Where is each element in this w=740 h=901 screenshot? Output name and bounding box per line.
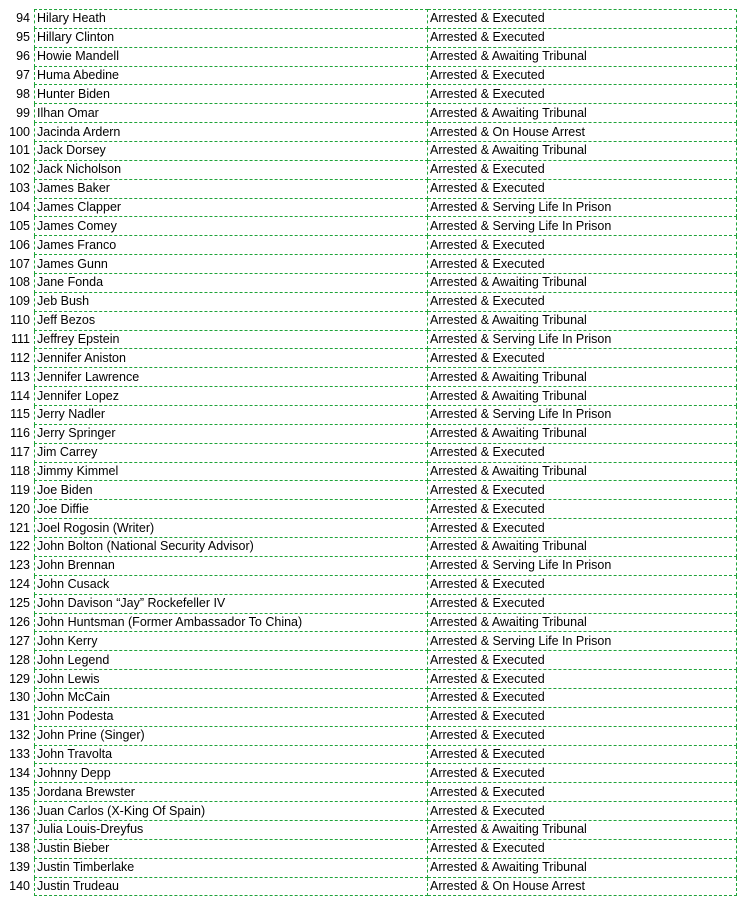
status-cell: Arrested & Awaiting Tribunal: [428, 311, 737, 330]
table-row: [0, 764, 737, 783]
status-cell: Arrested & Executed: [428, 575, 737, 594]
status-cell: Arrested & Executed: [428, 519, 737, 538]
row-number-cell: 109: [9, 294, 30, 309]
table-row: [0, 745, 737, 764]
name-cell: Jim Carrey: [35, 443, 428, 462]
row-number-cell: 125: [9, 596, 30, 611]
row-number-cell: 104: [9, 200, 30, 215]
row-number-cell: 128: [9, 652, 30, 667]
table-row: [0, 85, 737, 104]
row-number-cell: 122: [9, 539, 30, 554]
row-number-cell: 101: [9, 143, 30, 158]
status-cell: Arrested & Executed: [428, 10, 737, 29]
table-row: [0, 123, 737, 142]
status-cell: Arrested & Executed: [428, 783, 737, 802]
table-row: [0, 47, 737, 66]
table-row: [0, 820, 737, 839]
name-cell: John Legend: [35, 651, 428, 670]
table-row: [0, 292, 737, 311]
table-row: [0, 311, 737, 330]
name-cell: Jordana Brewster: [35, 783, 428, 802]
table-row: [0, 707, 737, 726]
name-cell: Jack Dorsey: [35, 142, 428, 161]
row-number-cell: 137: [9, 822, 30, 837]
status-cell: Arrested & Executed: [428, 160, 737, 179]
name-cell: Jack Nicholson: [35, 160, 428, 179]
table-row: [0, 104, 737, 123]
table-row: [0, 858, 737, 877]
table-row: [0, 783, 737, 802]
row-number-cell: 107: [9, 256, 30, 271]
name-cell: Jimmy Kimmel: [35, 462, 428, 481]
row-number-cell: 108: [9, 275, 30, 290]
name-cell: Joel Rogosin (Writer): [35, 519, 428, 538]
row-number-cell: 135: [9, 784, 30, 799]
table-row: [0, 255, 737, 274]
row-number-cell: 136: [9, 803, 30, 818]
status-cell: Arrested & Executed: [428, 292, 737, 311]
name-cell: Hunter Biden: [35, 85, 428, 104]
table-row: [0, 670, 737, 689]
table-row: [0, 406, 737, 425]
row-number-cell: 98: [16, 86, 30, 101]
table-row: [0, 274, 737, 293]
status-cell: Arrested & Awaiting Tribunal: [428, 104, 737, 123]
status-cell: Arrested & Awaiting Tribunal: [428, 820, 737, 839]
table-row: [0, 538, 737, 557]
status-cell: Arrested & Executed: [428, 802, 737, 821]
row-number-cell: 106: [9, 237, 30, 252]
status-cell: Arrested & Serving Life In Prison: [428, 330, 737, 349]
row-number-cell: 105: [9, 218, 30, 233]
status-cell: Arrested & Executed: [428, 745, 737, 764]
row-number-cell: 134: [9, 765, 30, 780]
name-cell: John Lewis: [35, 670, 428, 689]
name-cell: Jerry Nadler: [35, 406, 428, 425]
status-cell: Arrested & Awaiting Tribunal: [428, 613, 737, 632]
status-cell: Arrested & On House Arrest: [428, 877, 737, 896]
table-row: [0, 142, 737, 161]
name-cell: Howie Mandell: [35, 47, 428, 66]
table-row: [0, 330, 737, 349]
status-cell: Arrested & Executed: [428, 179, 737, 198]
table-row: [0, 613, 737, 632]
spreadsheet-table: [0, 9, 737, 896]
row-number-cell: 138: [9, 841, 30, 856]
status-cell: Arrested & Executed: [428, 839, 737, 858]
status-cell: Arrested & Executed: [428, 764, 737, 783]
row-number-cell: 130: [9, 690, 30, 705]
name-cell: Hilary Heath: [35, 10, 428, 29]
status-cell: Arrested & Executed: [428, 28, 737, 47]
table-row: [0, 877, 737, 896]
status-cell: Arrested & Executed: [428, 236, 737, 255]
row-number-cell: 102: [9, 162, 30, 177]
name-cell: Julia Louis-Dreyfus: [35, 820, 428, 839]
name-cell: Jennifer Lawrence: [35, 368, 428, 387]
status-cell: Arrested & Executed: [428, 688, 737, 707]
row-number-cell: 99: [16, 105, 30, 120]
table-row: [0, 236, 737, 255]
row-number-cell: 95: [16, 30, 30, 45]
name-cell: Jerry Springer: [35, 424, 428, 443]
name-cell: John Brennan: [35, 556, 428, 575]
status-cell: Arrested & Executed: [428, 707, 737, 726]
table-row: [0, 424, 737, 443]
name-cell: James Gunn: [35, 255, 428, 274]
status-cell: Arrested & Executed: [428, 66, 737, 85]
row-number-cell: 119: [10, 482, 30, 497]
status-cell: Arrested & Executed: [428, 500, 737, 519]
status-cell: Arrested & Awaiting Tribunal: [428, 538, 737, 557]
table-row: [0, 802, 737, 821]
status-cell: Arrested & Awaiting Tribunal: [428, 858, 737, 877]
row-number-cell: 115: [10, 407, 30, 422]
table-row: [0, 179, 737, 198]
name-cell: Jennifer Aniston: [35, 349, 428, 368]
status-cell: Arrested & Serving Life In Prison: [428, 198, 737, 217]
status-cell: Arrested & Serving Life In Prison: [428, 217, 737, 236]
status-cell: Arrested & Executed: [428, 651, 737, 670]
table-row: [0, 462, 737, 481]
table-row: [0, 28, 737, 47]
row-number-cell: 121: [9, 520, 30, 535]
name-cell: John Kerry: [35, 632, 428, 651]
row-number-cell: 120: [9, 501, 30, 516]
name-cell: James Clapper: [35, 198, 428, 217]
name-cell: John Podesta: [35, 707, 428, 726]
status-cell: Arrested & Awaiting Tribunal: [428, 142, 737, 161]
row-number-cell: 133: [9, 746, 30, 761]
name-cell: John McCain: [35, 688, 428, 707]
name-cell: Jacinda Ardern: [35, 123, 428, 142]
status-cell: Arrested & Awaiting Tribunal: [428, 274, 737, 293]
status-cell: Arrested & Executed: [428, 594, 737, 613]
name-cell: Jeff Bezos: [35, 311, 428, 330]
table-row: [0, 10, 737, 29]
status-cell: Arrested & Awaiting Tribunal: [428, 387, 737, 406]
table-body: [0, 10, 737, 896]
name-cell: Johnny Depp: [35, 764, 428, 783]
name-cell: John Huntsman (Former Ambassador To China): [35, 613, 428, 632]
row-number-cell: 116: [10, 426, 30, 441]
table-row: [0, 688, 737, 707]
row-number-cell: 117: [10, 445, 30, 460]
name-cell: Justin Bieber: [35, 839, 428, 858]
name-cell: Justin Timberlake: [35, 858, 428, 877]
name-cell: Ilhan Omar: [35, 104, 428, 123]
table-row: [0, 387, 737, 406]
row-number-cell: 124: [9, 577, 30, 592]
table-row: [0, 481, 737, 500]
name-cell: Jane Fonda: [35, 274, 428, 293]
status-cell: Arrested & Executed: [428, 481, 737, 500]
table-row: [0, 500, 737, 519]
status-cell: Arrested & Executed: [428, 443, 737, 462]
table-row: [0, 556, 737, 575]
name-cell: James Comey: [35, 217, 428, 236]
table-row: [0, 651, 737, 670]
status-cell: Arrested & Executed: [428, 670, 737, 689]
name-cell: John Bolton (National Security Advisor): [35, 538, 428, 557]
row-number-cell: 132: [9, 728, 30, 743]
row-number-cell: 127: [9, 633, 30, 648]
row-number-cell: 96: [16, 49, 30, 64]
status-cell: Arrested & Serving Life In Prison: [428, 632, 737, 651]
table-row: [0, 839, 737, 858]
row-number-cell: 129: [9, 671, 30, 686]
name-cell: John Travolta: [35, 745, 428, 764]
row-number-cell: 139: [9, 860, 30, 875]
name-cell: James Baker: [35, 179, 428, 198]
row-number-cell: 114: [10, 388, 30, 403]
name-cell: Joe Diffie: [35, 500, 428, 519]
row-number-cell: 126: [9, 614, 30, 629]
name-cell: Hillary Clinton: [35, 28, 428, 47]
row-number-cell: 140: [9, 878, 30, 893]
status-cell: Arrested & Executed: [428, 349, 737, 368]
table-row: [0, 217, 737, 236]
status-cell: Arrested & Serving Life In Prison: [428, 406, 737, 425]
row-number-cell: 103: [9, 181, 30, 196]
status-cell: Arrested & Awaiting Tribunal: [428, 462, 737, 481]
status-cell: Arrested & Serving Life In Prison: [428, 556, 737, 575]
status-cell: Arrested & Executed: [428, 85, 737, 104]
status-cell: Arrested & Executed: [428, 255, 737, 274]
row-number-cell: 131: [9, 709, 30, 724]
status-cell: Arrested & Awaiting Tribunal: [428, 368, 737, 387]
status-cell: Arrested & Executed: [428, 726, 737, 745]
row-number-cell: 113: [10, 369, 30, 384]
row-number-cell: 111: [10, 332, 30, 347]
name-cell: John Prine (Singer): [35, 726, 428, 745]
row-number-cell: 112: [10, 350, 30, 365]
table-row: [0, 575, 737, 594]
name-cell: John Cusack: [35, 575, 428, 594]
table-row: [0, 519, 737, 538]
row-number-cell: 118: [10, 464, 30, 479]
table-row: [0, 368, 737, 387]
table-row: [0, 726, 737, 745]
name-cell: Jeffrey Epstein: [35, 330, 428, 349]
table-row: [0, 443, 737, 462]
table-row: [0, 349, 737, 368]
row-number-cell: 100: [9, 124, 30, 139]
row-number-cell: 110: [10, 313, 30, 328]
table-row: [0, 160, 737, 179]
name-cell: Jennifer Lopez: [35, 387, 428, 406]
name-cell: Juan Carlos (X-King Of Spain): [35, 802, 428, 821]
name-cell: Huma Abedine: [35, 66, 428, 85]
name-cell: James Franco: [35, 236, 428, 255]
status-cell: Arrested & Awaiting Tribunal: [428, 47, 737, 66]
name-cell: Jeb Bush: [35, 292, 428, 311]
table-row: [0, 198, 737, 217]
table-row: [0, 66, 737, 85]
name-cell: Joe Biden: [35, 481, 428, 500]
name-cell: Justin Trudeau: [35, 877, 428, 896]
status-cell: Arrested & On House Arrest: [428, 123, 737, 142]
row-number-cell: 94: [16, 11, 30, 26]
status-cell: Arrested & Awaiting Tribunal: [428, 424, 737, 443]
row-number-cell: 97: [16, 68, 30, 82]
name-cell: John Davison “Jay” Rockefeller IV: [35, 594, 428, 613]
row-number-cell: 123: [9, 558, 30, 573]
table-row: [0, 632, 737, 651]
table-row: [0, 594, 737, 613]
